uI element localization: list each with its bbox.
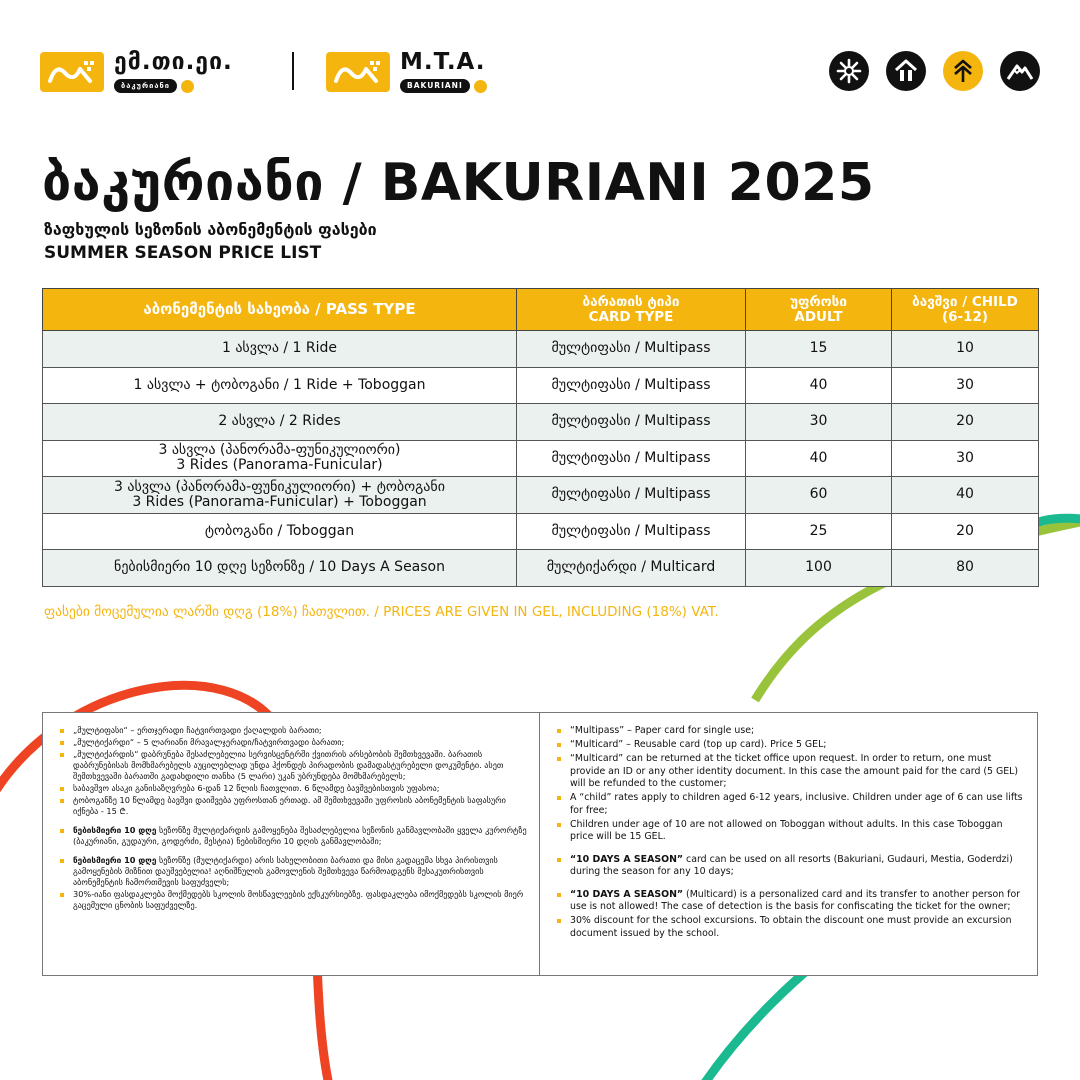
resort-icons (829, 51, 1040, 91)
mountain-logo-icon (326, 52, 390, 92)
child-price-cell: 30 (892, 367, 1039, 404)
pass-type-line: 1 ასვლა + ტობოგანი / 1 Ride + Toboggan (133, 376, 426, 393)
pass-type-cell (43, 440, 517, 477)
pass-type-cell (43, 550, 517, 587)
child-price-cell: 20 (892, 404, 1039, 441)
pass-type-line: 1 ასვლა / 1 Ride (221, 340, 338, 357)
snowflake-icon (829, 51, 869, 91)
info-item-text: „მულტიქარდი“ – 5 ლარიანი მრავალჯერადი/ჩატვირთვადი ბარათი; (73, 737, 345, 747)
info-item-text: საბავშვო ასაკი განისაზღვრება 6-დან 12 წლის ჩათვლით. 6 წლამდე ბავშვებისთვის უფასოა; (73, 783, 440, 793)
info-item-text: სეზონზე (მულტიქარდი) არის სახელობითი ბარათი და მისი გადაცემა სხვა პირისთვის გამოყენების მიზნით დაუშვებელია! აღნიშნულის გამოვლენის შემთხვევა წარმოადგენს მესაკუთრისთვის აბონემენტის ჩამორთმევის საფუძველს; (73, 855, 498, 887)
logo-subtitle: BAKURIANI (400, 79, 470, 93)
info-item-text: “Multicard” can be returned at the ticket office upon request. In order to return, one must provide an ID or any other identity document. In this case the amount paid for the card (5 GEL) will be refunded to the customer; (570, 753, 1019, 789)
pass-type-cell (43, 331, 517, 368)
pass-type-cell (43, 477, 517, 514)
info-item-text: ტობოგანზე 10 წლამდე ბავშვი დაიშვება უფროსთან ერთად. ამ შემთხვევაში უფროსის აბონემენტის საფასური იქნება - 15 ₾. (73, 795, 506, 816)
table-row (43, 440, 1039, 477)
pass-type-line: ნებისმიერი 10 დღე სეზონზე / 10 Days A Season (114, 559, 445, 576)
mountain-icon (1000, 51, 1040, 91)
info-item-text: „მულტიფასი“ – ერთჯერადი ჩატვირთვადი ქაღალდის ბარათი; (73, 725, 322, 735)
funicular-station-icon (886, 51, 926, 91)
info-item (550, 854, 1025, 879)
pass-type-line: 3 Rides (Panorama-Funicular) (176, 457, 383, 474)
adult-price-cell: 15 (746, 331, 892, 368)
table-row (43, 477, 1039, 514)
table-header-row (43, 289, 1039, 331)
info-item (550, 753, 1025, 791)
info-item-text: “Multicard” – Reusable card (top up card). Price 5 GEL; (570, 739, 827, 750)
subtitle-english: SUMMER SEASON PRICE LIST (44, 243, 322, 263)
price-table (42, 288, 1039, 587)
header-line: (6-12) (941, 308, 989, 325)
header-line: აბონემენტის სახეობა / PASS TYPE (143, 300, 416, 318)
info-column-georgian (43, 713, 540, 975)
adult-price-cell: 100 (746, 550, 892, 587)
pass-type-line: 3 ასვლა (პანორამა-ფუნიკულიორი) + ტობოგანი (114, 478, 445, 495)
info-item (550, 889, 1025, 914)
info-item-text: “Multipass” – Paper card for single use; (570, 725, 755, 736)
info-item-text: 30%-იანი ფასდაკლება მოქმედებს სკოლის მოსწავლეების ექსკურსიებზე. ფასდაკლება იმოქმედებს სკოლის მიერ გაცემული ცნობის საფუძველზე. (73, 889, 524, 910)
info-item (53, 825, 527, 847)
header-line: უფროსი (790, 293, 847, 310)
card-type-cell: მულტიფასი / Multipass (517, 513, 746, 550)
card-type-cell: მულტიფასი / Multipass (517, 477, 746, 514)
header-line: ADULT (794, 308, 843, 325)
info-item-bold: ნებისმიერი 10 დღე (73, 855, 157, 865)
info-item (53, 737, 527, 748)
child-price-cell: 10 (892, 331, 1039, 368)
card-type-cell: მულტიფასი / Multipass (517, 367, 746, 404)
adult-price-cell: 60 (746, 477, 892, 514)
adult-price-cell: 40 (746, 440, 892, 477)
table-row (43, 513, 1039, 550)
info-list-georgian (53, 725, 527, 911)
adult-price-cell: 30 (746, 404, 892, 441)
header-line: ბავშვი / CHILD (912, 293, 1018, 310)
pass-type-cell (43, 404, 517, 441)
pass-type-cell (43, 513, 517, 550)
info-item (550, 725, 1025, 738)
info-item (53, 783, 527, 794)
table-row (43, 367, 1039, 404)
adult-price-cell: 25 (746, 513, 892, 550)
info-item-text: სეზონზე მულტიქარდის გამოყენება შესაძლებელია სეზონის განმავლობაში ყველა კურორტზე (ბაკურიანი, გუდაური, გოდერძი, მესტია) ნებისმიერი 10 დღის განმავლობაში; (73, 825, 527, 846)
table-row (43, 550, 1039, 587)
card-type-cell: მულტიფასი / Multipass (517, 331, 746, 368)
logo-badge-icon (181, 80, 194, 93)
table-header-cell (892, 289, 1039, 331)
logo-title: M.T.A. (400, 49, 486, 75)
mta-logo-georgian (40, 50, 233, 93)
child-price-cell: 30 (892, 440, 1039, 477)
child-price-cell: 40 (892, 477, 1039, 514)
vat-note: ფასები მოცემულია ლარში დღგ (18%) ჩათვლით. / PRICES ARE GIVEN IN GEL, INCLUDING (18%) VAT. (44, 604, 719, 620)
table-row (43, 331, 1039, 368)
info-item-text: A “child” rates apply to children aged 6-12 years, inclusive. Children under age of 6 can use lifts for free; (570, 792, 1023, 816)
info-item (53, 725, 527, 736)
header-line: ბარათის ტიპი (582, 293, 680, 310)
info-item (550, 819, 1025, 844)
pass-type-line: 2 ასვლა / 2 Rides (218, 413, 341, 430)
pass-type-line: ტობოგანი / Toboggan (204, 522, 355, 539)
card-type-cell: მულტიფასი / Multipass (517, 440, 746, 477)
info-item (53, 795, 527, 817)
table-header-cell (517, 289, 746, 331)
child-price-cell: 20 (892, 513, 1039, 550)
logo-badge-icon (474, 80, 487, 93)
info-box (42, 712, 1038, 976)
card-type-cell: მულტიფასი / Multipass (517, 404, 746, 441)
info-list-english (550, 725, 1025, 940)
logo-divider (292, 52, 294, 90)
info-item (550, 792, 1025, 817)
info-item-text: „მულტიქარდის“ დაბრუნება შესაძლებელია სერვისცენტრში ქვითრის არსებობის შემთხვევაში. ბარათის დაბრუნებისას მომხმარებელს აუცილებლად უნდა ჰქონდეს პირადობის დამადასტურებელი დოკუმენტი. ასეთ შემთხვევაში ბარათში გადახდილი თანხა (5 ლარი) უკან უბრუნდება მომხმარებელს; (73, 749, 504, 781)
info-item-text: Children under age of 10 are not allowed on Toboggan without adults. In this case Toboggan price will be 15 GEL. (570, 818, 1003, 842)
pass-type-line: 3 ასვლა (პანორამა-ფუნიკულიორი) (158, 442, 401, 459)
mountain-logo-icon (40, 52, 104, 92)
child-price-cell: 80 (892, 550, 1039, 587)
pass-type-cell (43, 367, 517, 404)
info-item-bold: “10 DAYS A SEASON” (570, 853, 684, 865)
table-row (43, 404, 1039, 441)
adult-price-cell: 40 (746, 367, 892, 404)
table-header-cell (43, 289, 517, 331)
info-column-english (540, 713, 1037, 975)
info-item-text: 30% discount for the school excursions. To obtain the discount one must provide an excursion document issued by the school. (570, 915, 1012, 939)
info-item-bold: “10 DAYS A SEASON” (570, 888, 684, 900)
info-item (53, 889, 527, 911)
info-item (53, 749, 527, 782)
mta-logo-latin (326, 50, 487, 93)
logo-title: ემ.თი.ეი. (114, 49, 233, 75)
pass-type-line: 3 Rides (Panorama-Funicular) + Toboggan (132, 493, 427, 510)
info-item-text: (Multicard) is a personalized card and its transfer to another person for use is not allowed! The case of detection is the basis for confiscating the ticket for the owner; (570, 888, 1021, 912)
info-item (550, 915, 1025, 940)
page-title: ბაკურიანი / BAKURIANI 2025 (42, 153, 875, 213)
info-item (53, 855, 527, 888)
tree-icon (943, 51, 983, 91)
table-header-cell (746, 289, 892, 331)
info-item-text: card can be used on all resorts (Bakuriani, Gudauri, Mestia, Goderdzi) during the season for any 10 days; (570, 853, 1013, 877)
logo-subtitle: ბაკურიანი (114, 79, 177, 93)
header-line: CARD TYPE (588, 308, 674, 325)
subtitle-georgian: ზაფხულის სეზონის აბონემენტის ფასები (44, 220, 377, 239)
card-type-cell: მულტიქარდი / Multicard (517, 550, 746, 587)
info-item-bold: ნებისმიერი 10 დღე (73, 825, 157, 835)
info-item (550, 739, 1025, 752)
